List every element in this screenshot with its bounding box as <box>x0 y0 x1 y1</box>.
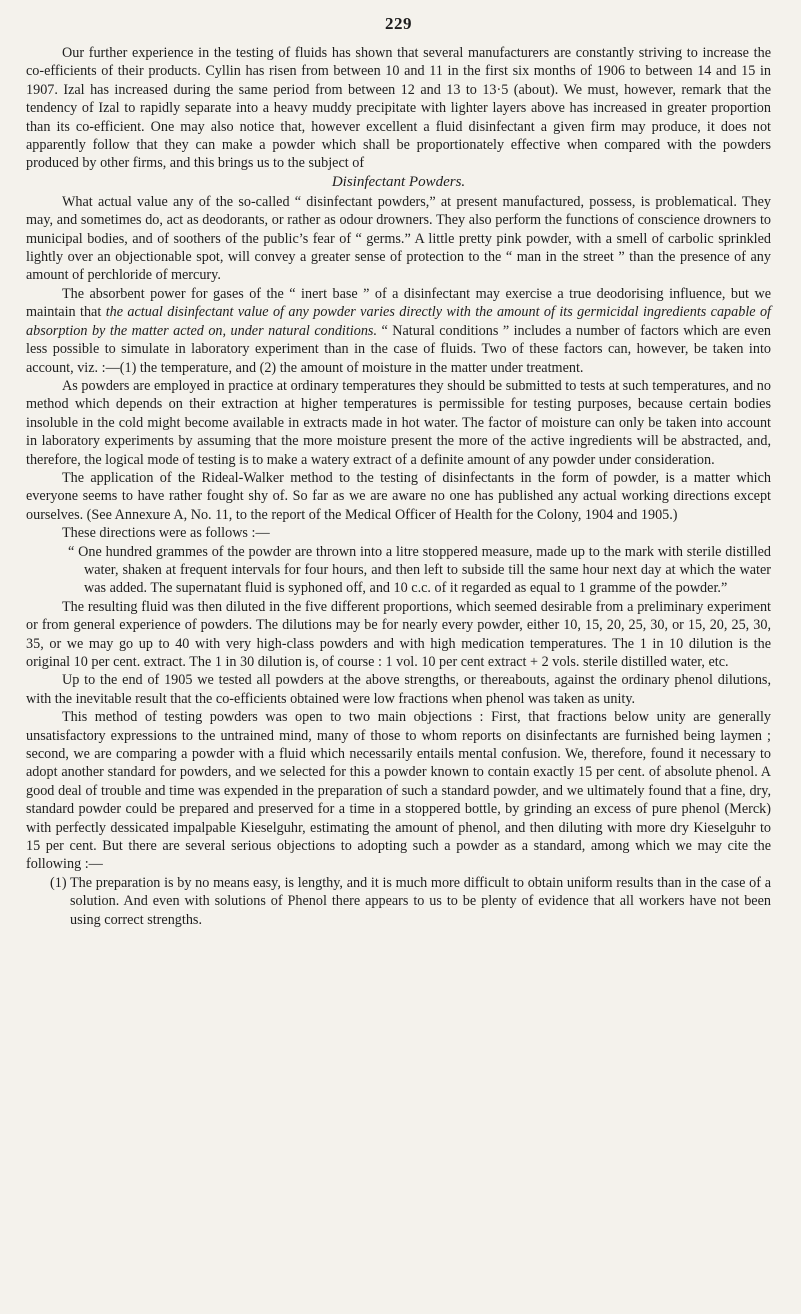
paragraph-dilutions: The resulting fluid was then diluted in the five different proportions, which seemed desirable from a preliminary experiment or from general experience of powders. The dilutions may be for nearly every powder, either 10, 15, 20, 25, 30, or 15, 20, 25, 30, 35, or we may go up to 40 with very high-class powders and with high medication temperatures. The 1 in 10 dilution is the original 10 per cent. extract. The 1 in 30 dilution is, of course : 1 vol. 10 per cent extract + 2 vols. sterile distilled water, etc. <box>26 598 771 670</box>
paragraph-fluids-testing: Our further experience in the testing of fluids has shown that several manufacturers are constantly striving to increase the co-efficients of their products. Cyllin has risen from between 10 and 11 in the first six months of 1906 to between 14 and 15 in 1907. Izal has increased during the same period from between 12 and 13 to 13·5 (about). We must, however, remark that the tendency of Izal to rapidly separate into a heavy muddy precipitate with lighter layers above has increased in greater proportion than its co-efficient. One may also notice that, however excellent a fluid disinfectant a given firm may produce, it does not apparently follow that they can make a powder which shall be proportionately effective when compared with the powders produced by other firms, and this brings us to the subject of <box>26 45 771 172</box>
paragraph-objections: This method of testing powders was open to two main objections : First, that fractions below unity are generally unsatisfactory expressions to the untrained mind, many of those to whom reports on disinfectants are furnished being laymen ; second, we are comparing a powder with a fluid which necessarily entails mental confusion. We, therefore, found it necessary to adopt another standard for powders, and we selected for this a powder known to contain exactly 15 per cent. of absolute phenol. A good deal of trouble and time was expended in the preparation of such a standard powder, and we ultimately found that a fine, dry, standard powder could be prepared and preserved for a time in a stoppered bottle, by grinding an excess of pure phenol (Merck) with perfectly dessicated impalpable Kieselguhr, estimating the amount of phenol, and then diluting with more dry Kieselguhr to 15 per cent. But there are several serious objections to adopting such a powder as a standard, among which we may cite the following :— <box>26 709 771 873</box>
emphasized-principle: the actual disinfectant value of any powder varies directly with the amount of its germicidal ingredients capable of absorption by the matter acted on, under natural conditions. <box>26 304 771 339</box>
page-number: 229 <box>385 14 412 33</box>
section-heading: Disinfectant Powders. <box>331 173 466 190</box>
paragraph-powder-value: What actual value any of the so-called “ disinfectant powders,” at present manufactured, possess, is problematical. They may, and sometimes do, act as deodorants, or rather as odour drowners. They also perform the functions of conscience drowners to municipal bodies, and of soothers of the public’s fear of “ germs.” A little pretty pink powder, with a smell of carbolic sprinkled lightly over an objectionable spot, will convey a greater sense of protection to the “ man in the street ” than the presence of any amount of perchloride of mercury. <box>26 193 771 284</box>
paragraph-directions-intro: These directions were as follows :— <box>62 525 270 542</box>
list-item-objection-1: (1) The preparation is by no means easy, is lengthy, and it is much more difficult to obtain uniform results than in the case of a solution. And even with solutions of Phenol there appears to us to be plenty of evidence that all workers have not been using correct strengths. <box>50 874 771 928</box>
quoted-directions: “ One hundred grammes of the powder are thrown into a litre stoppered measure, made up to the mark with sterile distilled water, shaken at frequent intervals for four hours, and then left to subside till the same hour next day at which the water was added. The supernatant fluid is syphoned off, and 10 c.c. of it regarded as equal to 1 gramme of the powder.” <box>68 543 771 597</box>
paragraph-results-1905: Up to the end of 1905 we tested all powders at the above strengths, or thereabouts, against the ordinary phenol dilutions, with the inevitable result that the co-efficients obtained were low fractions when phenol was taken as unity. <box>26 672 771 707</box>
paragraph-rideal-walker: The application of the Rideal-Walker method to the testing of disinfectants in the form of powder, is a matter which everyone seems to have rather fought shy of. So far as we are aware no one has published any actual working directions except ourselves. (See Annexure A, No. 11, to the report of the Medical Officer of Health for the Colony, 1904 and 1905.) <box>26 469 771 523</box>
paragraph-temperature: As powders are employed in practice at ordinary temperatures they should be submitted to tests at such temperatures, and no method which depends on their extraction at higher temperatures is permissible for testing purposes, because certain bodies insoluble in the cold might become available in extracts made in hot water. The factor of moisture can only be taken into account in laboratory experiments by assuming that the more moisture present the more of the active ingredients will be abstracted, and, therefore, the logical mode of testing is to make a watery extract of a definite amount of any powder under consideration. <box>26 377 771 468</box>
paragraph-absorbent-power-start: The absorbent power for gases of the “ inert base ” of a disinfectant may exercise a true deodorising influence, but we maintain that <box>26 285 771 321</box>
paragraph-absorbent-power-end: “ Natural conditions ” includes a number of factors which are even less possible to simulate in laboratory experiment than in the case of fluids. Two of these factors can, however, be taken into account, viz. :—(1) the temperature, and (2) the amount of moisture in the matter under treatment. <box>26 322 772 376</box>
paragraph-absorbent-power <box>26 285 771 377</box>
